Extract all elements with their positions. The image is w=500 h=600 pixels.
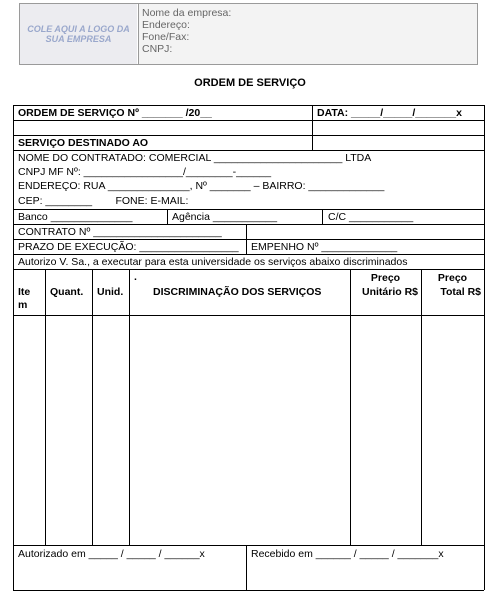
- company-cnpj-label: CNPJ:: [142, 43, 173, 55]
- cnpj-field[interactable]: CNPJ MF Nº: _________________/________-______: [18, 166, 272, 178]
- account-field[interactable]: C/C ___________: [328, 211, 414, 223]
- column-dot-mark: .: [134, 271, 137, 283]
- column-unit-price-line1: Preço: [370, 272, 401, 284]
- column-item-line2: m: [18, 299, 28, 311]
- column-total-price-line1: Preço: [437, 272, 468, 284]
- address-field[interactable]: ENDEREÇO: RUA ______________, Nº _______ – BAIRRO: _____________: [18, 180, 385, 192]
- agency-field[interactable]: Agência ___________: [172, 211, 278, 223]
- column-unit-price-line2: Unitário R$: [361, 286, 418, 298]
- cep-phone-email-field[interactable]: CEP: ________ FONE: E-MAIL:: [18, 195, 189, 207]
- deadline-field[interactable]: PRAZO DE EXECUÇÃO: _________________: [18, 241, 239, 253]
- order-number-field[interactable]: ORDEM DE SERVIÇO Nº _______ /20__: [18, 107, 212, 119]
- logo-placeholder[interactable]: [20, 4, 137, 64]
- bank-field[interactable]: Banco ______________: [18, 211, 133, 223]
- contractor-name-field[interactable]: NOME DO CONTRATADO: COMERCIAL ______________________ LTDA: [18, 152, 372, 164]
- authorized-on-field[interactable]: Autorizado em _____ / _____ / ______x: [18, 548, 205, 560]
- company-info: [138, 4, 477, 64]
- date-field[interactable]: DATA: _____/_____/_______x: [317, 107, 462, 119]
- logo-placeholder-text: COLE AQUI A LOGO DA SUA EMPRESA: [27, 24, 130, 44]
- column-description: DISCRIMINAÇÃO DOS SERVIÇOS: [153, 286, 322, 298]
- document-title: ORDEM DE SERVIÇO: [194, 77, 306, 89]
- company-phone-label: Fone/Fax:: [142, 31, 190, 43]
- column-item-line1: Ite: [18, 286, 31, 298]
- contract-field[interactable]: CONTRATO Nº ______________________: [18, 226, 222, 238]
- commitment-field[interactable]: EMPENHO Nº _____________: [251, 241, 398, 253]
- company-address-label: Endereço:: [142, 19, 190, 31]
- authorization-text: Autorizo V. Sa., a executar para esta universidade os serviços abaixo discriminados: [18, 256, 408, 268]
- company-name-label: Nome da empresa:: [142, 7, 232, 19]
- column-quantity: Quant.: [50, 286, 84, 298]
- column-unit: Unid.: [97, 286, 124, 298]
- service-destination-label: SERVIÇO DESTINADO AO: [18, 137, 149, 149]
- column-total-price-line2: Total R$: [440, 286, 481, 298]
- received-on-field[interactable]: Recebido em ______ / _____ / _______x: [251, 548, 444, 560]
